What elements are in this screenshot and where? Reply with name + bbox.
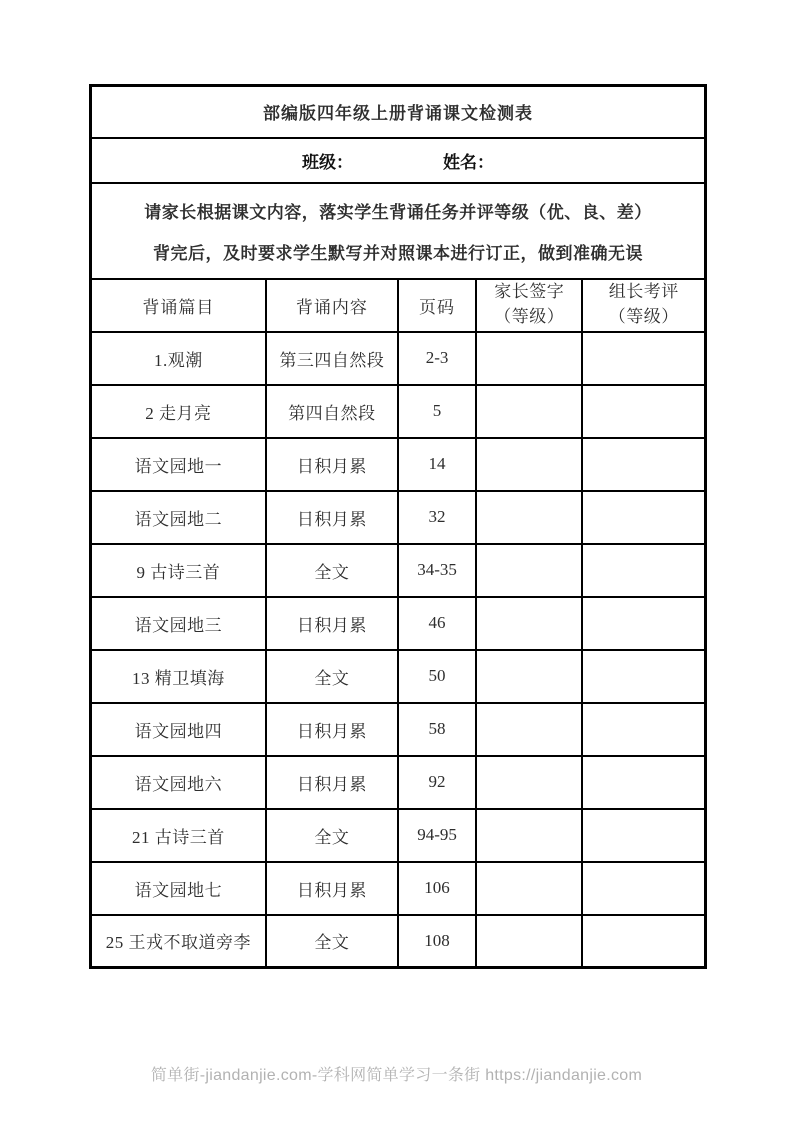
leader-review-cell [582, 385, 705, 438]
row-title: 25 王戎不取道旁李 [91, 915, 266, 968]
row-content: 全文 [266, 650, 398, 703]
parent-signature-cell [476, 862, 582, 915]
parent-signature-cell [476, 756, 582, 809]
class-name-row [91, 138, 706, 183]
row-title: 13 精卫填海 [91, 650, 266, 703]
row-content: 日积月累 [266, 862, 398, 915]
row-title: 语文园地二 [91, 491, 266, 544]
table-row [91, 438, 706, 491]
instructions-line2: 背完后，及时要求学生默写并对照课本进行订正，做到准确无误 [153, 243, 643, 263]
row-title: 语文园地三 [91, 597, 266, 650]
leader-review-cell [582, 756, 705, 809]
leader-review-cell [582, 650, 705, 703]
row-title: 语文园地一 [91, 438, 266, 491]
leader-review-cell [582, 332, 705, 385]
class-name-cell [91, 138, 706, 183]
parent-signature-cell [476, 385, 582, 438]
leader-review-cell [582, 597, 705, 650]
row-content: 第四自然段 [266, 385, 398, 438]
header-recitation-content: 背诵内容 [266, 279, 398, 332]
row-page: 58 [398, 703, 476, 756]
row-content: 全文 [266, 809, 398, 862]
row-content: 日积月累 [266, 491, 398, 544]
table-row [91, 756, 706, 809]
parent-signature-cell [476, 491, 582, 544]
row-content: 日积月累 [266, 597, 398, 650]
leader-review-cell [582, 438, 705, 491]
leader-review-cell [582, 809, 705, 862]
table-row [91, 544, 706, 597]
table-row [91, 703, 706, 756]
table-row [91, 650, 706, 703]
leader-review-cell [582, 862, 705, 915]
header-page-number: 页码 [398, 279, 476, 332]
table-row [91, 491, 706, 544]
row-content: 日积月累 [266, 438, 398, 491]
name-label: 姓名： [443, 152, 494, 172]
recitation-check-table [89, 84, 707, 969]
instructions-line1: 请家长根据课文内容，落实学生背诵任务并评等级（优、良、差） [144, 202, 652, 222]
table-header-row [91, 279, 706, 332]
table-row [91, 597, 706, 650]
row-page: 92 [398, 756, 476, 809]
row-content: 日积月累 [266, 703, 398, 756]
instructions-row [91, 183, 706, 279]
row-page: 106 [398, 862, 476, 915]
parent-signature-cell [476, 438, 582, 491]
leader-review-cell [582, 703, 705, 756]
row-content: 日积月累 [266, 756, 398, 809]
class-label: 班级： [302, 152, 353, 172]
row-content: 全文 [266, 915, 398, 968]
row-title: 语文园地七 [91, 862, 266, 915]
parent-signature-cell [476, 915, 582, 968]
row-title: 语文园地四 [91, 703, 266, 756]
leader-review-cell [582, 491, 705, 544]
leader-review-cell [582, 544, 705, 597]
parent-signature-cell [476, 597, 582, 650]
parent-signature-cell [476, 703, 582, 756]
row-page: 94-95 [398, 809, 476, 862]
watermark-footer: 简单街-jiandanjie.com-学科网简单学习一条街 https://jiandanjie.com [150, 1067, 643, 1084]
header-recitation-item: 背诵篇目 [91, 279, 266, 332]
row-page: 2-3 [398, 332, 476, 385]
row-page: 5 [398, 385, 476, 438]
parent-signature-cell [476, 332, 582, 385]
row-title: 9 古诗三首 [91, 544, 266, 597]
instructions-cell [91, 183, 706, 279]
row-page: 46 [398, 597, 476, 650]
table-row [91, 809, 706, 862]
table-row [91, 332, 706, 385]
table-row [91, 862, 706, 915]
row-page: 32 [398, 491, 476, 544]
table-row [91, 385, 706, 438]
row-title: 2 走月亮 [91, 385, 266, 438]
title-row [91, 86, 706, 138]
leader-review-cell [582, 915, 705, 968]
row-page: 50 [398, 650, 476, 703]
parent-signature-cell [476, 809, 582, 862]
row-content: 全文 [266, 544, 398, 597]
row-title: 1.观潮 [91, 332, 266, 385]
parent-signature-cell [476, 544, 582, 597]
row-content: 第三四自然段 [266, 332, 398, 385]
row-page: 108 [398, 915, 476, 968]
header-parent-signature: 家长签字 （等级） [476, 279, 582, 332]
page-title: 部编版四年级上册背诵课文检测表 [91, 86, 706, 138]
row-title: 语文园地六 [91, 756, 266, 809]
table-row [91, 915, 706, 968]
row-title: 21 古诗三首 [91, 809, 266, 862]
row-page: 14 [398, 438, 476, 491]
header-leader-review: 组长考评 （等级） [582, 279, 705, 332]
row-page: 34-35 [398, 544, 476, 597]
parent-signature-cell [476, 650, 582, 703]
